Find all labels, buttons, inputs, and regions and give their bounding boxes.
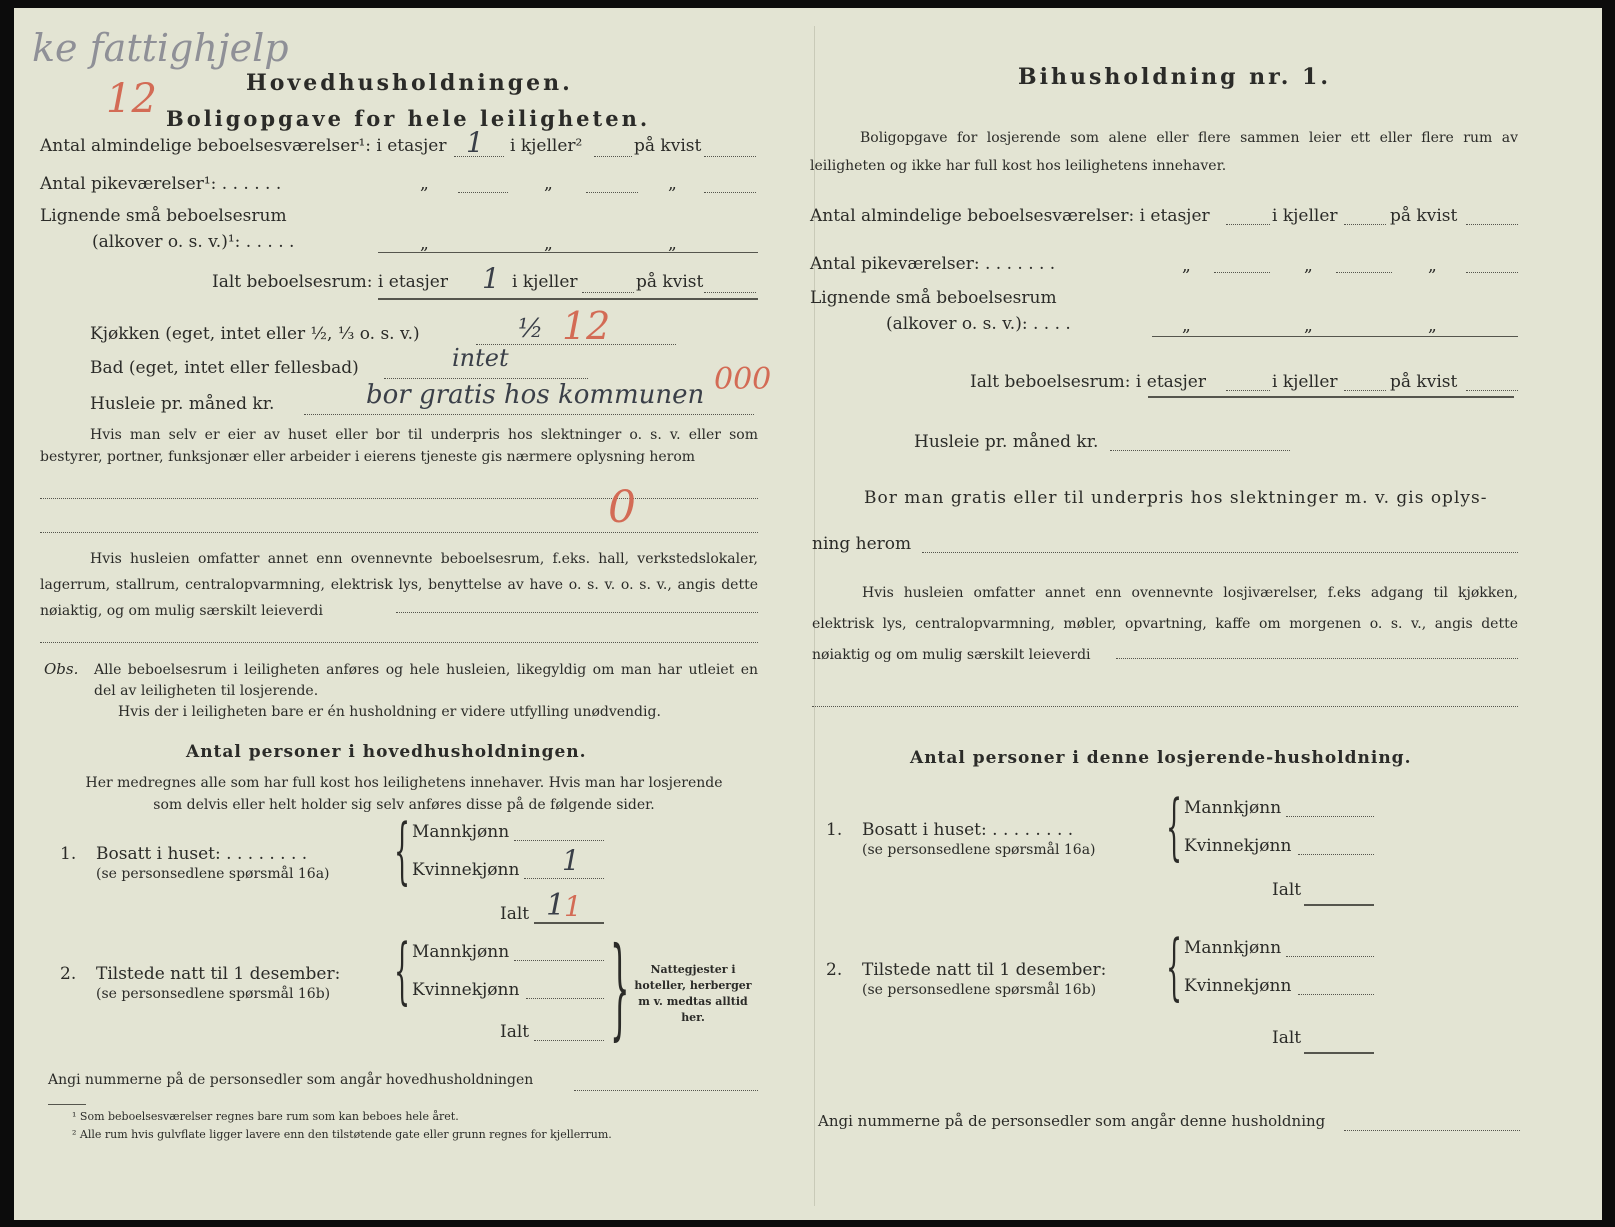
pencil-annotation: ke fattighjelp [32,26,289,70]
left-ialt-label: Ialt beboelsesrum: i etasjer [212,272,448,292]
footnote-2: ² Alle rum hvis gulvflate ligger lavere enn den tilstøtende gate eller grunn regnes for kjellerrum. [72,1128,612,1141]
obs-text2: Hvis der i leiligheten bare er én husholdning er videre utfylling unødvendig. [118,704,661,720]
left-angi: Angi nummerne på de personsedler som angår hovedhusholdningen [48,1072,534,1088]
red-husleie: 000 [714,362,772,397]
left-row3-line1: Lignende små beboelsesrum [40,206,287,226]
left-row1-kjeller: i kjeller² [510,136,583,156]
hw-husleie: bor gratis hos kommunen [366,380,705,410]
hw-kjokken: ½ [518,314,544,344]
hw-ialt-etasjer: 1 [482,262,500,295]
right-row3-line2: (alkover o. s. v.): . . . . [886,314,1071,334]
red-household-number: 12 [106,76,157,122]
left-subheading: Boligopgave for hele leiligheten. [166,106,651,131]
left-q2-label: Tilstede natt til 1 desember: [96,964,341,984]
left-persons-intro: Her medregnes alle som har full kost hos leilighetens innehaver. Hvis man har losjerende som delvis eller helt holder sig selv anføres disse på de følgende sider. [85,775,723,813]
left-row1-label: Antal almindelige beboelsesværelser¹: i etasjer [40,136,447,156]
hw-etasjer: 1 [466,126,484,159]
left-eier-text: Hvis man selv er eier av huset eller bor til underpris hos slektninger o. s. v. eller som bestyrer, portner, funksjonær eller arbeider i eierens tjeneste gis nærmere oplysning herom [40,427,758,465]
left-omfatter-text: Hvis husleien omfatter annet enn ovennevnte beboelsesrum, f.eks. hall, verkstedslokaler, lagerrum, stallrum, centralopvarmning, elektrisk lys, benyttelse av have o. s. v. o. s. v., angis dette nøiaktig, og om mulig særskilt leieverdi [40,551,758,619]
right-intro: Boligopgave for losjerende som alene eller flere sammen leier ett eller flere rum av leiligheten og ikke har full kost hos leilighetens innehaver. [810,130,1518,174]
left-bad-label: Bad (eget, intet eller fellesbad) [90,358,359,378]
left-kjokken-label: Kjøkken (eget, intet eller ½, ⅓ o. s. v.) [90,324,420,344]
right-persons-heading: Antal personer i denne losjerende-husholdning. [910,748,1412,768]
right-heading: Bihusholdning nr. 1. [1018,64,1331,90]
right-row3-line1: Lignende små beboelsesrum [810,288,1057,308]
left-heading: Hovedhusholdningen. [246,70,573,96]
red-oplysning: 0 [608,482,636,533]
red-ialt: 1 [564,890,582,923]
left-row3-line2: (alkover o. s. v.)¹: . . . . . [92,232,295,252]
right-row1-label: Antal almindelige beboelsesværelser: i etasjer [810,206,1210,226]
right-q1-label: Bosatt i huset: . . . . . . . . [862,820,1074,840]
left-row2-label: Antal pikeværelser¹: . . . . . . [40,174,282,194]
left-q1-label: Bosatt i huset: . . . . . . . . [96,844,308,864]
left-persons-heading: Antal personer i hovedhusholdningen. [186,742,587,762]
right-ialt-label: Ialt beboelsesrum: i etasjer [970,372,1206,392]
hw-bad: intet [452,344,509,372]
obs-label: Obs. [44,660,79,678]
footnote-1: ¹ Som beboelsesværelser regnes bare rum som kan beboes hele året. [72,1110,459,1123]
right-omfatter-text: Hvis husleien omfatter annet enn ovennevnte losjiværelser, f.eks adgang til kjøkken, elektrisk lys, centralopvarmning, møbler, opvartning, kaffe om morgenen o. s. v., angis dette nøiaktig og om mulig særskilt leieverdi [812,585,1518,663]
right-gratis-line1: Bor man gratis eller til underpris hos slektninger m. v. gis oplys- [864,488,1488,508]
right-q2-label: Tilstede natt til 1 desember: [862,960,1107,980]
red-kjokken: 12 [562,304,611,348]
obs-text: Alle beboelsesrum i leiligheten anføres og hele husleien, likegyldig om man har utleiet en del av leiligheten til losjerende. [94,662,758,699]
right-angi: Angi nummerne på de personsedler som angår denne husholdning [818,1112,1326,1130]
left-husleie-label: Husleie pr. måned kr. [90,394,275,414]
nattegjester-note: Nattegjester i hoteller, herberger m v. medtas alltid her. [634,963,752,1024]
hw-kvinne: 1 [562,844,580,877]
right-husleie-label: Husleie pr. måned kr. [914,432,1099,452]
hw-ialt: 1 [546,888,566,923]
census-form-sheet: ke fattighjelp 12 Hovedhusholdningen. Boligopgave for hele leiligheten. Antal almindelige beboelsesværelser¹: i etasjer 1 i kjeller² på kvist Antal pikeværelser¹: . . . . . . „ „ „ Lignende små beboelsesrum (alkover o. s. v.)¹: . . . . . „ „ „ Ialt beboelsesrum: i etasjer 1 i kjeller på kvist Kjøkken (eget, intet eller ½, ⅓ o. s. v.) ½ 12 Bad (eget, intet eller fellesbad) intet Husleie pr. måned kr. bor gratis hos kommunen 000 Hvis man selv er eier av huset eller bor til underpris hos slektninger o. s. v. eller som bestyrer, portner, funksjonær eller arbeider i eierens tjeneste gis nærmere oplysning herom 0 Hvis husleien omfatter annet enn ovennevnte beboelsesrum, f.eks. hall, verkstedslokaler, lagerrum, stallrum, centralopvarmning, elektrisk lys, benyttelse av have o. s. v. o. s. v., angis dette nøiaktig, og om mulig særskilt leieverdi Obs. Alle beboelsesrum i leiligheten anføres og hele husleien, likegyldig om man har utleiet en del av leiligheten til losjerende. Hvis der i leiligheten bare er én husholdning er videre utfylling unødvendig. Antal personer i hovedhusholdningen. Her medregnes alle som har full kost hos leilighetens innehaver. Hvis man har losjerende som delvis eller helt holder sig selv anføres disse på de følgende sider. 1. Bosatt i huset: . . . . . . . . (se personsedlene spørsmål 16a) { Mannkjønn Kvinnekjønn 1 Ialt 1 1 2. Tilstede natt til 1 desember: (se personsedlene spørsmål 16b) { Mannkjønn Kvinnekjønn Ialt } Nattegjester i hoteller, herberger m v. medtas alltid her. Angi nummerne på de personsedler som angår hovedhusholdningen ¹ Som beboelsesværelser regnes bare rum som kan beboes hele året. ² Alle rum hvis gulvflate ligger lavere enn den tilstøtende gate eller grunn regnes for kjellerrum. Bihusholdning nr. 1. Boligopgave for losjerende som alene eller flere sammen leier ett eller flere rum av leiligheten og ikke har full kost hos leilighetens innehaver. Antal almindelige beboelsesværelser: i etasjer i kjeller på kvist Antal pikeværelser: . . . . . . . „ „ „ Lignende små beboelsesrum (alkover o. s. v.): . . . . „ „ „ Ialt beboelsesrum: i etasjer i kjeller på kvist Husleie pr. måned kr. Bor man gratis eller til underpris hos slektninger m. v. gis oplys- ning herom Hvis husleien omfatter annet enn ovennevnte losjiværelser, f.eks adgang til kjøkken, elektrisk lys, centralopvarmning, møbler, opvartning, kaffe om morgenen o. s. v., angis dette nøiaktig og om mulig særskilt leieverdi Antal personer i denne losjerende-husholdning. 1. Bosatt i huset: . . . . . . . . (se personsedlene spørsmål 16a) { Mannkjønn Kvinnekjønn Ialt 2. Tilstede natt til 1 desember: (se personsedlene spørsmål 16b) { Mannkjønn Kvinnekjønn Ialt Angi nummerne på de personsedler som angår denne husholdning [14,8,1602,1220]
right-row2-label: Antal pikeværelser: . . . . . . . [810,254,1056,274]
left-row1-kvist: på kvist [634,136,702,156]
right-gratis-line2: ning herom [812,534,912,554]
